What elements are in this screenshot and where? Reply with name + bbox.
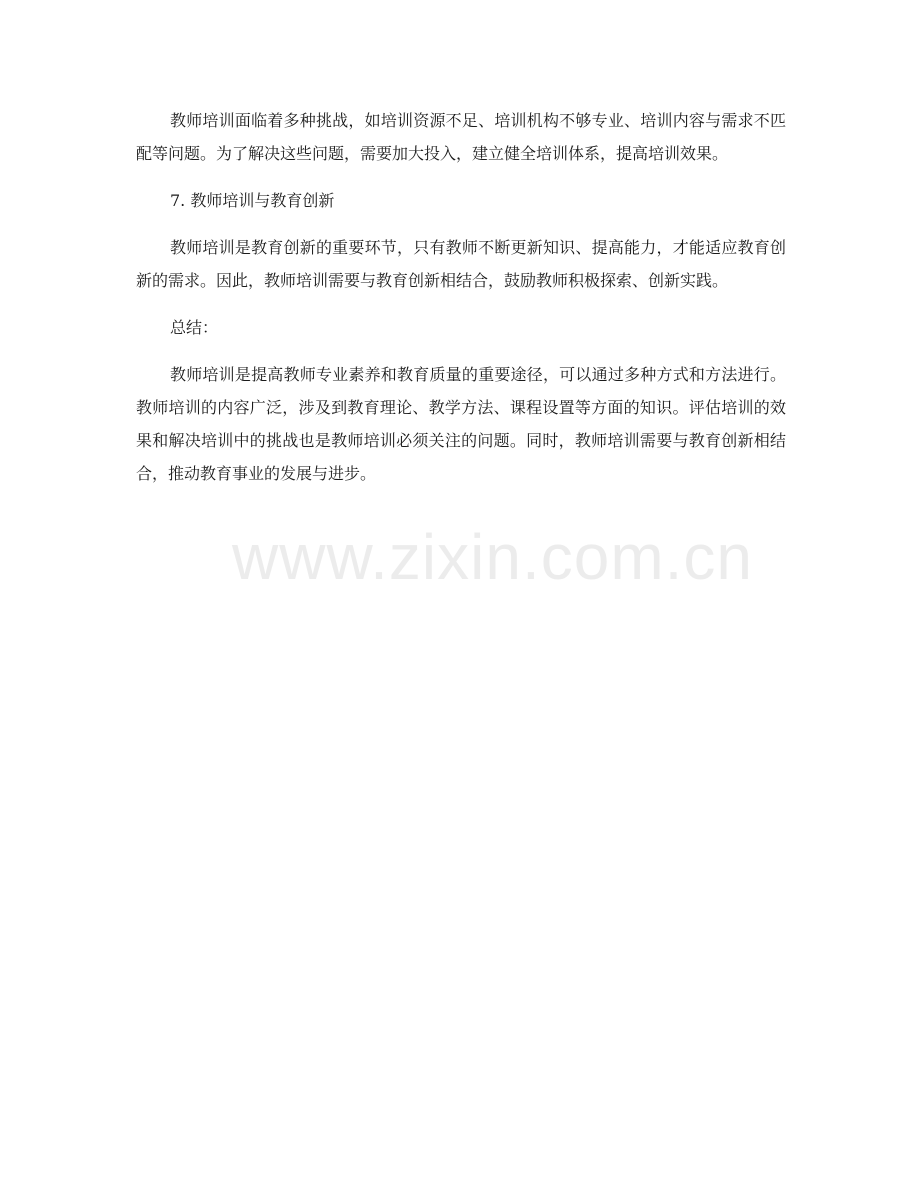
- paragraph-innovation: 教师培训是教育创新的重要环节，只有教师不断更新知识、提高能力，才能适应教育创新的需求。因此，教师培训需要与教育创新相结合，鼓励教师积极探索、创新实践。: [136, 238, 786, 290]
- section-heading-7: 7. 教师培训与教育创新: [170, 191, 335, 210]
- watermark: www.zixin.com.cn: [232, 521, 753, 593]
- summary-label: 总结：: [170, 318, 219, 337]
- paragraph-summary: 教师培训是提高教师专业素养和教育质量的重要途径，可以通过多种方式和方法进行。教师培训的内容广泛，涉及到教育理论、教学方法、课程设置等方面的知识。评估培训的效果和解决培训中的挑战也是教师培训必须关注的问题。同时，教师培训需要与教育创新相结合，推动教育事业的发展与进步。: [136, 365, 786, 483]
- document-body: [136, 104, 786, 490]
- paragraph-challenges: 教师培训面临着多种挑战，如培训资源不足、培训机构不够专业、培训内容与需求不匹配等问题。为了解决这些问题，需要加大投入，建立健全培训体系，提高培训效果。: [136, 111, 786, 163]
